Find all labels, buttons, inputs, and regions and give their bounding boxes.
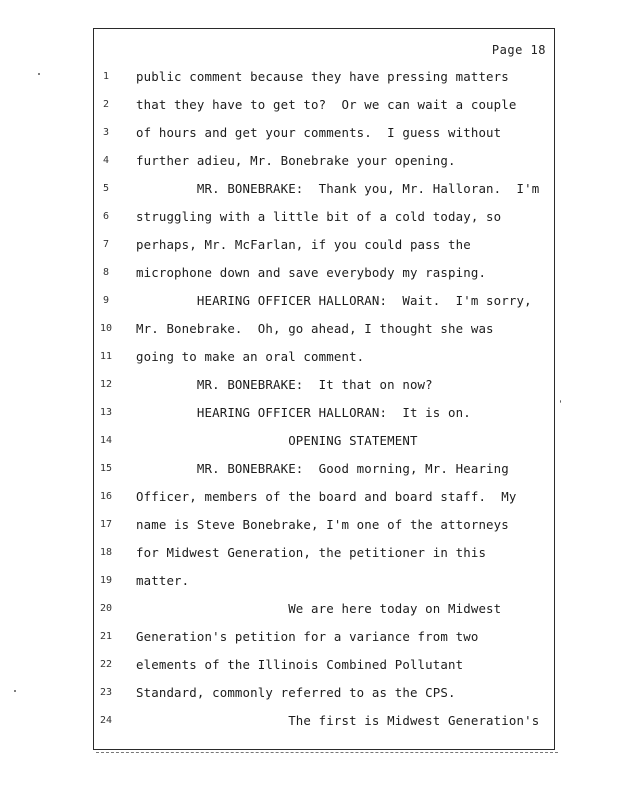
- transcript-line: [94, 347, 556, 367]
- line-text: MR. BONEBRAKE: It that on now?: [136, 377, 433, 392]
- line-number: 6: [102, 211, 110, 222]
- line-text: struggling with a little bit of a cold today, so: [136, 209, 502, 224]
- line-text: MR. BONEBRAKE: Thank you, Mr. Halloran. I'm: [136, 181, 540, 196]
- page-number: Page 18: [491, 43, 546, 57]
- transcript-line: [94, 263, 556, 283]
- line-number: 24: [99, 715, 113, 726]
- transcript-line: [94, 711, 556, 731]
- line-text: that they have to get to? Or we can wait a couple: [136, 97, 517, 112]
- line-number: 7: [102, 239, 110, 250]
- transcript-line: [94, 431, 556, 451]
- line-number: 13: [99, 407, 113, 418]
- transcript-line: [94, 655, 556, 675]
- line-text: HEARING OFFICER HALLORAN: Wait. I'm sorry,: [136, 293, 532, 308]
- line-number: 1: [102, 71, 110, 82]
- transcript-line: [94, 515, 556, 535]
- transcript-line: [94, 403, 556, 423]
- transcript-line: [94, 151, 556, 171]
- transcript-line: [94, 459, 556, 479]
- line-text: Officer, members of the board and board staff. My: [136, 489, 517, 504]
- line-text: elements of the Illinois Combined Pollutant: [136, 657, 464, 672]
- line-number: 3: [102, 127, 110, 138]
- line-number: 11: [99, 351, 113, 362]
- line-number: 17: [99, 519, 113, 530]
- line-number: 10: [99, 323, 113, 334]
- line-number: 18: [99, 547, 113, 558]
- transcript-line: [94, 123, 556, 143]
- line-number: 9: [102, 295, 110, 306]
- line-number: 12: [99, 379, 113, 390]
- transcript-line: [94, 319, 556, 339]
- line-text: HEARING OFFICER HALLORAN: It is on.: [136, 405, 471, 420]
- line-number: 5: [102, 183, 110, 194]
- line-number: 4: [102, 155, 110, 166]
- line-number: 8: [102, 267, 110, 278]
- line-text: for Midwest Generation, the petitioner in this: [136, 545, 487, 560]
- transcript-line: [94, 683, 556, 703]
- line-text: Mr. Bonebrake. Oh, go ahead, I thought she was: [136, 321, 494, 336]
- line-text: matter.: [136, 573, 190, 588]
- line-text: name is Steve Bonebrake, I'm one of the attorneys: [136, 517, 509, 532]
- line-number: 21: [99, 631, 113, 642]
- line-number: 20: [99, 603, 113, 614]
- line-text: Generation's petition for a variance from two: [136, 629, 479, 644]
- line-text: The first is Midwest Generation's: [136, 713, 540, 728]
- transcript-line: [94, 67, 556, 87]
- line-number: 23: [99, 687, 113, 698]
- transcript-line: [94, 375, 556, 395]
- transcript-line: [94, 207, 556, 227]
- line-number: 2: [102, 99, 110, 110]
- line-text: We are here today on Midwest: [136, 601, 502, 616]
- line-text: further adieu, Mr. Bonebrake your opening.: [136, 153, 456, 168]
- line-text: microphone down and save everybody my rasping.: [136, 265, 487, 280]
- line-number: 14: [99, 435, 113, 446]
- scan-speck: [560, 400, 561, 403]
- transcript-line: [94, 571, 556, 591]
- scan-speck: [38, 73, 40, 75]
- transcript-line: [94, 95, 556, 115]
- scan-speck: [14, 690, 16, 692]
- transcript-line: [94, 543, 556, 563]
- transcript-line: [94, 179, 556, 199]
- line-number: 15: [99, 463, 113, 474]
- transcript-line: [94, 599, 556, 619]
- line-text: MR. BONEBRAKE: Good morning, Mr. Hearing: [136, 461, 509, 476]
- line-number: 22: [99, 659, 113, 670]
- line-text: going to make an oral comment.: [136, 349, 365, 364]
- line-number: 19: [99, 575, 113, 586]
- transcript-line: [94, 235, 556, 255]
- transcript-page: [93, 28, 555, 750]
- transcript-line: [94, 487, 556, 507]
- line-text: perhaps, Mr. McFarlan, if you could pass the: [136, 237, 471, 252]
- transcript-line: [94, 291, 556, 311]
- line-text: of hours and get your comments. I guess without: [136, 125, 502, 140]
- line-text: public comment because they have pressing matters: [136, 69, 509, 84]
- line-text: Standard, commonly referred to as the CPS.: [136, 685, 456, 700]
- transcript-line: [94, 627, 556, 647]
- line-number: 16: [99, 491, 113, 502]
- line-text: OPENING STATEMENT: [136, 433, 418, 448]
